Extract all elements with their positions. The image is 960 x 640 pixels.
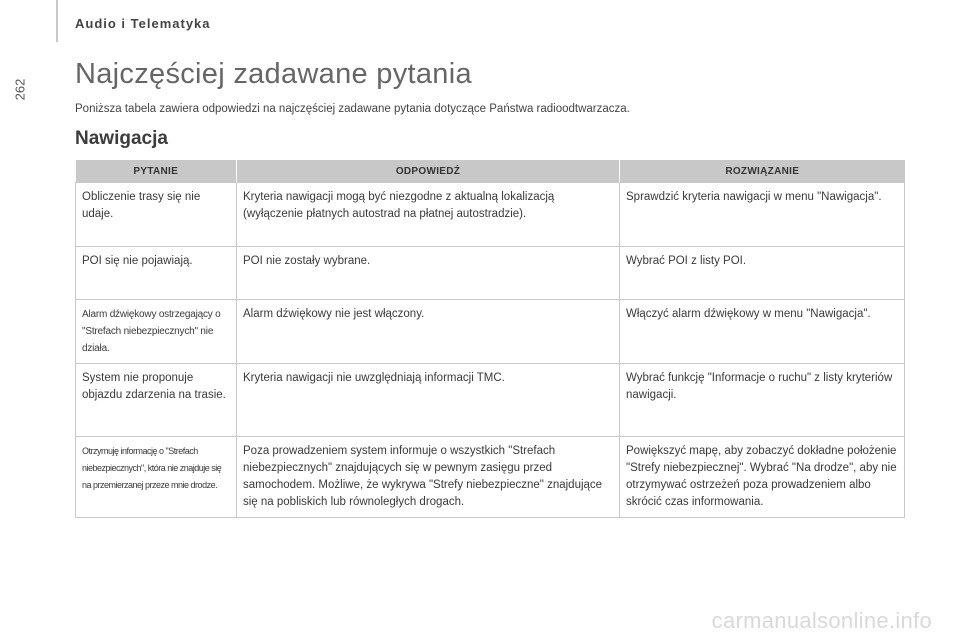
- cell-answer: Kryteria nawigacji mogą być niezgodne z aktualną lokalizacją (wyłączenie płatnych autostrad na płatnej autostradzie).: [237, 183, 620, 247]
- cell-solution: Włączyć alarm dźwiękowy w menu "Nawigacja".: [620, 300, 905, 364]
- table-row: [76, 300, 905, 364]
- intro-text: Poniższa tabela zawiera odpowiedzi na najczęściej zadawane pytania dotyczące Państwa radioodtwarzacza.: [75, 103, 630, 115]
- table-row: [76, 437, 905, 518]
- cell-answer: POI nie zostały wybrane.: [237, 247, 620, 300]
- table-row: [76, 364, 905, 437]
- page-number-text: 262: [12, 78, 28, 101]
- table-row: [76, 183, 905, 247]
- cell-question: POI się nie pojawiają.: [76, 247, 237, 300]
- header-solution: ROZWIĄZANIE: [620, 160, 905, 183]
- cell-solution: Sprawdzić kryteria nawigacji w menu "Nawigacja".: [620, 183, 905, 247]
- page-title: Najczęściej zadawane pytania: [75, 58, 472, 90]
- cell-solution: Powiększyć mapę, aby zobaczyć dokładne położenie "Strefy niebezpiecznej". Wybrać "Na drodze", aby nie otrzymywać ostrzeżeń poza prowadzeniem albo skrócić czas informowania.: [620, 437, 905, 518]
- cell-answer: Alarm dźwiękowy nie jest włączony.: [237, 300, 620, 364]
- cell-question: Obliczenie trasy się nie udaje.: [76, 183, 237, 247]
- watermark: carmanualsonline.info: [711, 608, 932, 633]
- cell-solution: Wybrać funkcję "Informacje o ruchu" z listy kryteriów nawigacji.: [620, 364, 905, 437]
- section-title: Nawigacja: [75, 128, 168, 149]
- table-header-row: [76, 160, 905, 183]
- header-divider-line: [56, 0, 58, 42]
- table-row: [76, 247, 905, 300]
- faq-table: [75, 160, 905, 518]
- chapter-header: Audio i Telematyka: [75, 16, 211, 31]
- cell-solution: Wybrać POI z listy POI.: [620, 247, 905, 300]
- cell-question: Alarm dźwiękowy ostrzegający o "Strefach niebezpiecznych" nie działa.: [76, 300, 237, 364]
- cell-question: Otrzymuję informację o "Strefach niebezpiecznych", która nie znajduje się na przemierzanej przeze mnie drodze.: [76, 437, 237, 518]
- header-question: PYTANIE: [76, 160, 237, 183]
- cell-answer: Poza prowadzeniem system informuje o wszystkich "Strefach niebezpiecznych" znajdujących się w pewnym zasięgu przed samochodem. Możliwe, że wykrywa "Strefy niebezpieczne" znajdujące się na pobliskich lub równoległych drogach.: [237, 437, 620, 518]
- cell-question: System nie proponuje objazdu zdarzenia na trasie.: [76, 364, 237, 437]
- header-answer: ODPOWIEDŹ: [237, 160, 620, 183]
- cell-answer: Kryteria nawigacji nie uwzględniają informacji TMC.: [237, 364, 620, 437]
- page-number: [8, 70, 28, 110]
